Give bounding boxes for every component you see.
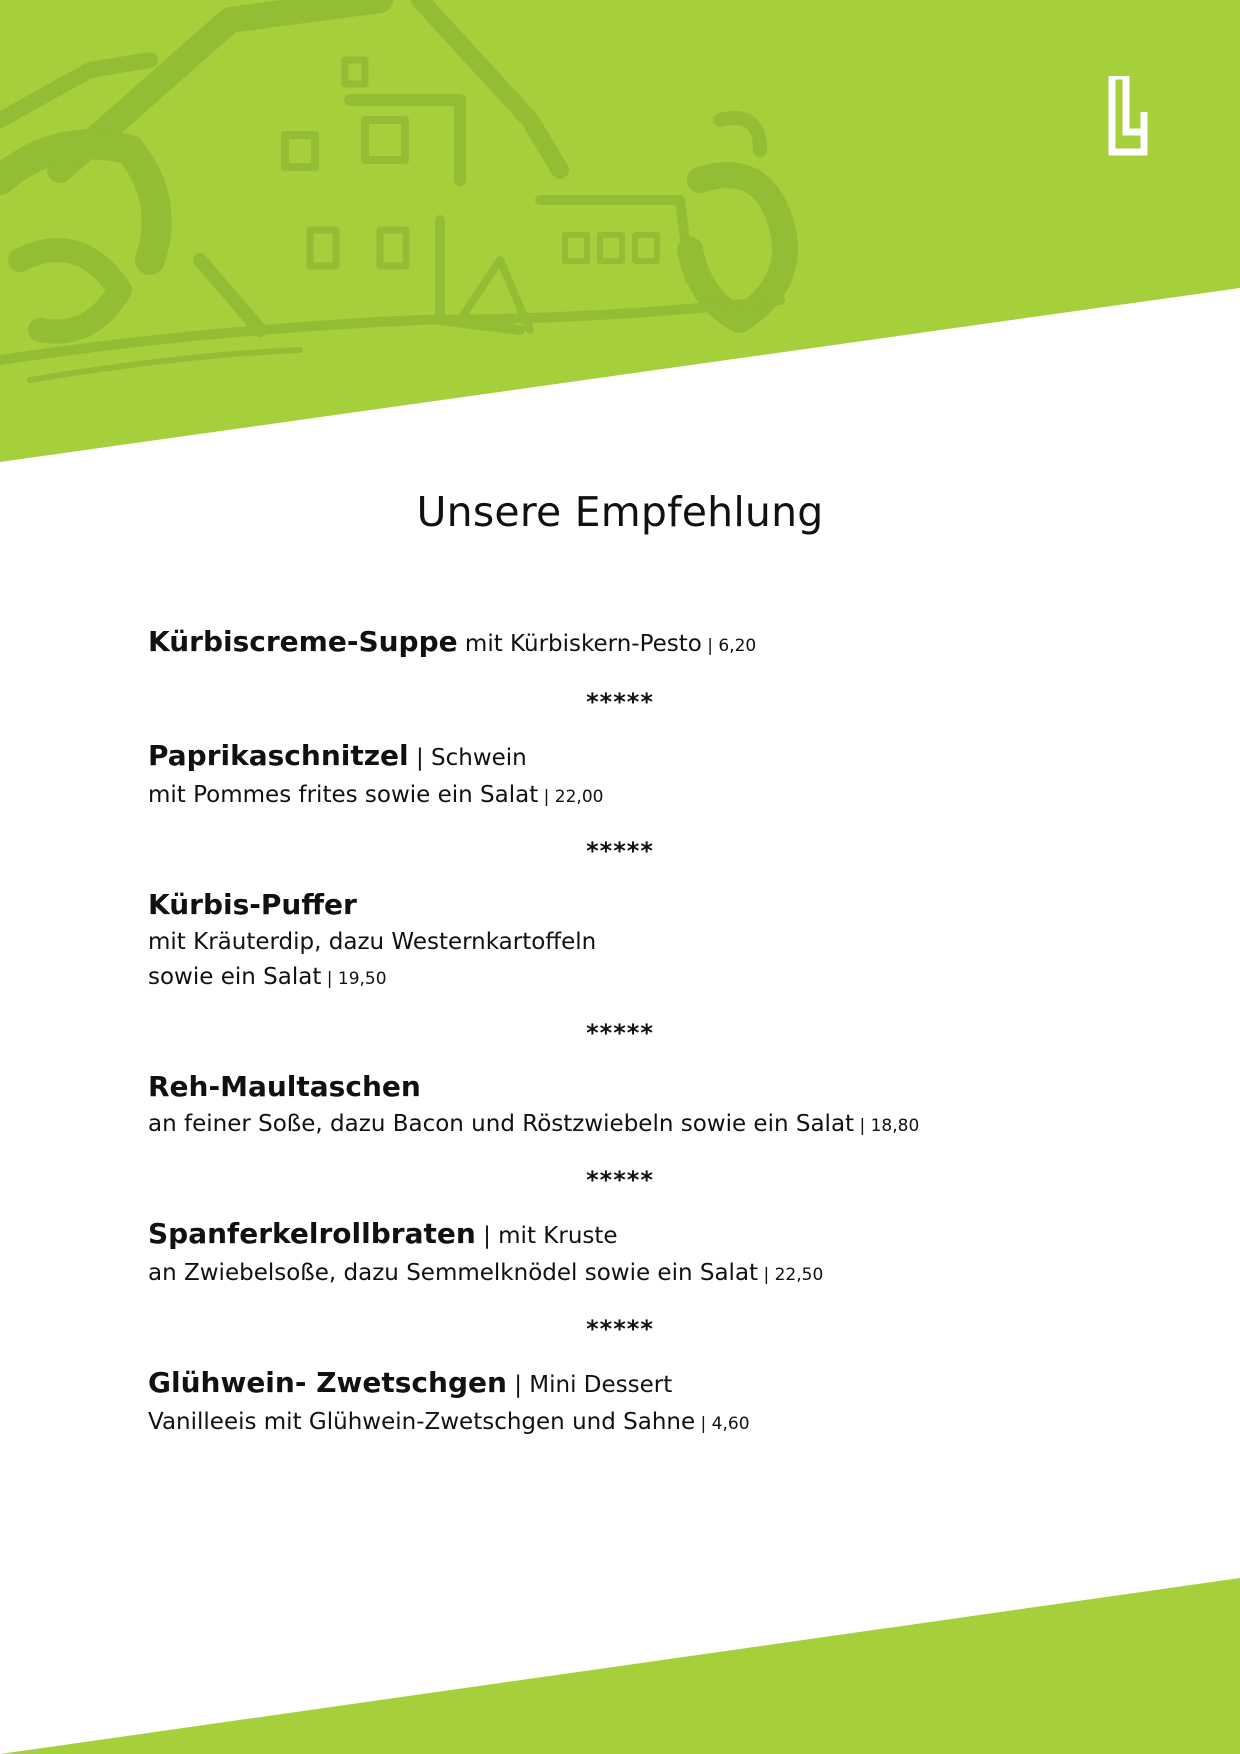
menu-item <box>148 1363 1148 1442</box>
dish-description: Vanilleeis mit Glühwein-Zwetschgen und Sahne <box>148 1409 696 1435</box>
dish-extra: | Schwein <box>408 745 527 771</box>
dish-description: sowie ein Salat <box>148 964 322 990</box>
dish-price: | 19,50 <box>321 969 387 989</box>
dish-name: Glühwein- Zwetschgen <box>148 1366 507 1399</box>
menu-item <box>148 1067 1148 1144</box>
dish-name: Kürbis-Puffer <box>148 888 357 921</box>
restaurant-logo-icon <box>1108 76 1148 156</box>
dish-description: mit Kräuterdip, dazu Westernkartoffeln <box>148 929 597 955</box>
dish-price: | 22,00 <box>538 787 604 807</box>
separator: ***** <box>586 837 654 865</box>
dish-extra: | mit Kruste <box>475 1223 618 1249</box>
menu-item <box>148 736 1148 815</box>
dish-price: | 18,80 <box>854 1116 920 1136</box>
menu-item <box>148 885 1148 997</box>
dish-name: Paprikaschnitzel <box>148 739 409 772</box>
dish-name: Spanferkelrollbraten <box>148 1217 476 1250</box>
dish-price: | 6,20 <box>701 636 757 656</box>
menu-item <box>148 622 1148 666</box>
separator: ***** <box>586 1166 654 1194</box>
separator: ***** <box>586 1315 654 1343</box>
dish-price: | 4,60 <box>695 1414 750 1434</box>
dish-name: Kürbiscreme-Suppe <box>148 625 458 658</box>
separator: ***** <box>586 688 654 716</box>
dish-extra: mit Kürbiskern-Pesto <box>457 631 702 657</box>
dish-description: an Zwiebelsoße, dazu Semmelknödel sowie ein Salat <box>148 1260 759 1286</box>
dish-price: | 22,50 <box>758 1265 824 1285</box>
dish-description: mit Pommes frites sowie ein Salat <box>148 782 539 808</box>
footer-band <box>0 1570 1240 1754</box>
dish-name: Reh-Maultaschen <box>148 1070 421 1103</box>
page-title: Unsere Empfehlung <box>416 488 824 536</box>
dish-extra: | Mini Dessert <box>506 1372 673 1398</box>
dish-description: an feiner Soße, dazu Bacon und Röstzwiebeln sowie ein Salat <box>148 1111 855 1137</box>
menu-list <box>148 622 1148 1442</box>
separator: ***** <box>586 1019 654 1047</box>
menu-item <box>148 1214 1148 1293</box>
header-band <box>0 0 1240 470</box>
